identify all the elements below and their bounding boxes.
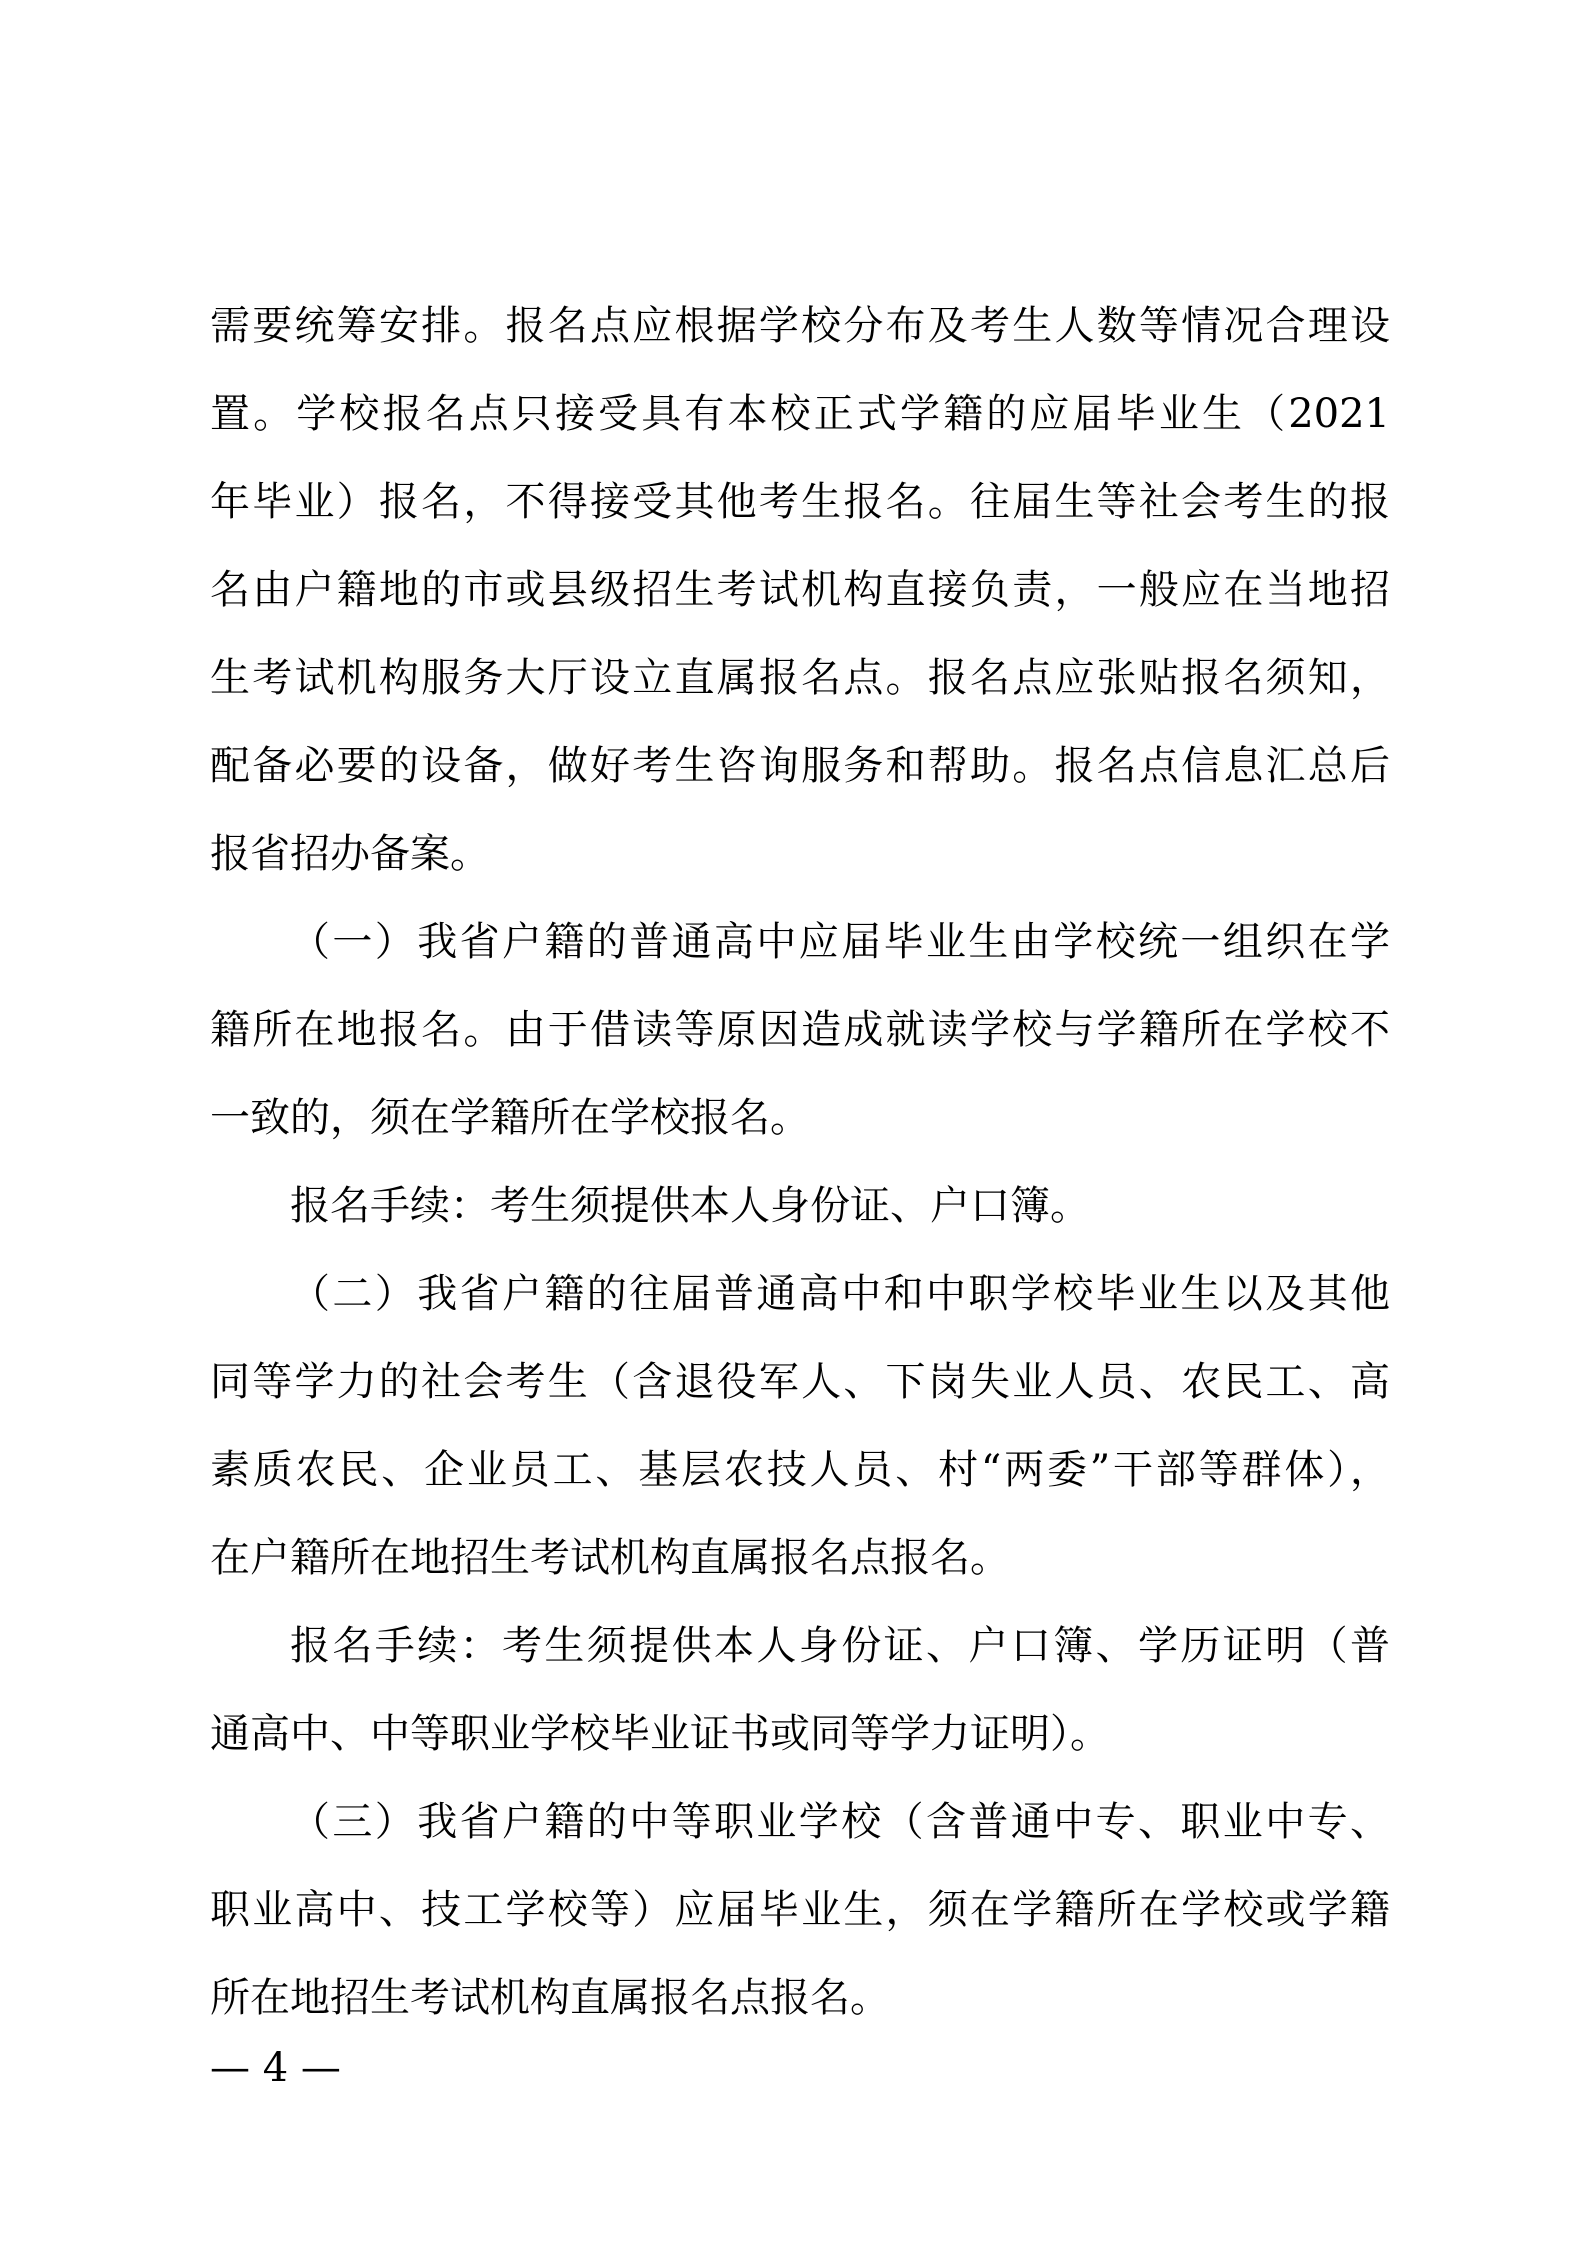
paragraph-line: 年毕业）报名，不得接受其他考生报名。往届生等社会考生的报 — [210, 479, 1390, 525]
paragraph-line: （一）我省户籍的普通高中应届毕业生由学校统一组织在学 — [290, 919, 1390, 965]
paragraph-line: 报名手续：考生须提供本人身份证、户口簿、学历证明（普 — [290, 1623, 1390, 1669]
paragraph-line: 在户籍所在地招生考试机构直属报名点报名。 — [210, 1535, 1010, 1581]
paragraph-line: （二）我省户籍的往届普通高中和中职学校毕业生以及其他 — [290, 1271, 1390, 1317]
paragraph-line: （三）我省户籍的中等职业学校（含普通中专、职业中专、 — [290, 1799, 1390, 1845]
page-number: — 4 — — [210, 2045, 341, 2091]
paragraph-line: 配备必要的设备，做好考生咨询服务和帮助。报名点信息汇总后 — [210, 743, 1390, 789]
body-text — [210, 282, 1390, 2042]
paragraph-line: 名由户籍地的市或县级招生考试机构直接负责，一般应在当地招 — [210, 567, 1390, 613]
paragraph-line: 置。学校报名点只接受具有本校正式学籍的应届毕业生（2021 — [210, 391, 1390, 437]
paragraph-line: 生考试机构服务大厅设立直属报名点。报名点应张贴报名须知， — [210, 655, 1390, 701]
paragraph-line: 籍所在地报名。由于借读等原因造成就读学校与学籍所在学校不 — [210, 1007, 1390, 1053]
paragraph-line: 职业高中、技工学校等）应届毕业生，须在学籍所在学校或学籍 — [210, 1887, 1390, 1933]
paragraph-line: 素质农民、企业员工、基层农技人员、村“两委”干部等群体）， — [210, 1447, 1390, 1493]
paragraph-line: 需要统筹安排。报名点应根据学校分布及考生人数等情况合理设 — [210, 303, 1390, 349]
paragraph-line: 报省招办备案。 — [210, 831, 490, 877]
paragraph-line: 一致的，须在学籍所在学校报名。 — [210, 1095, 810, 1141]
paragraph-line: 所在地招生考试机构直属报名点报名。 — [210, 1975, 890, 2021]
paragraph-line: 通高中、中等职业学校毕业证书或同等学力证明）。 — [210, 1711, 1110, 1757]
paragraph-line: 报名手续：考生须提供本人身份证、户口簿。 — [290, 1183, 1090, 1229]
paragraph-line: 同等学力的社会考生（含退役军人、下岗失业人员、农民工、高 — [210, 1359, 1390, 1405]
